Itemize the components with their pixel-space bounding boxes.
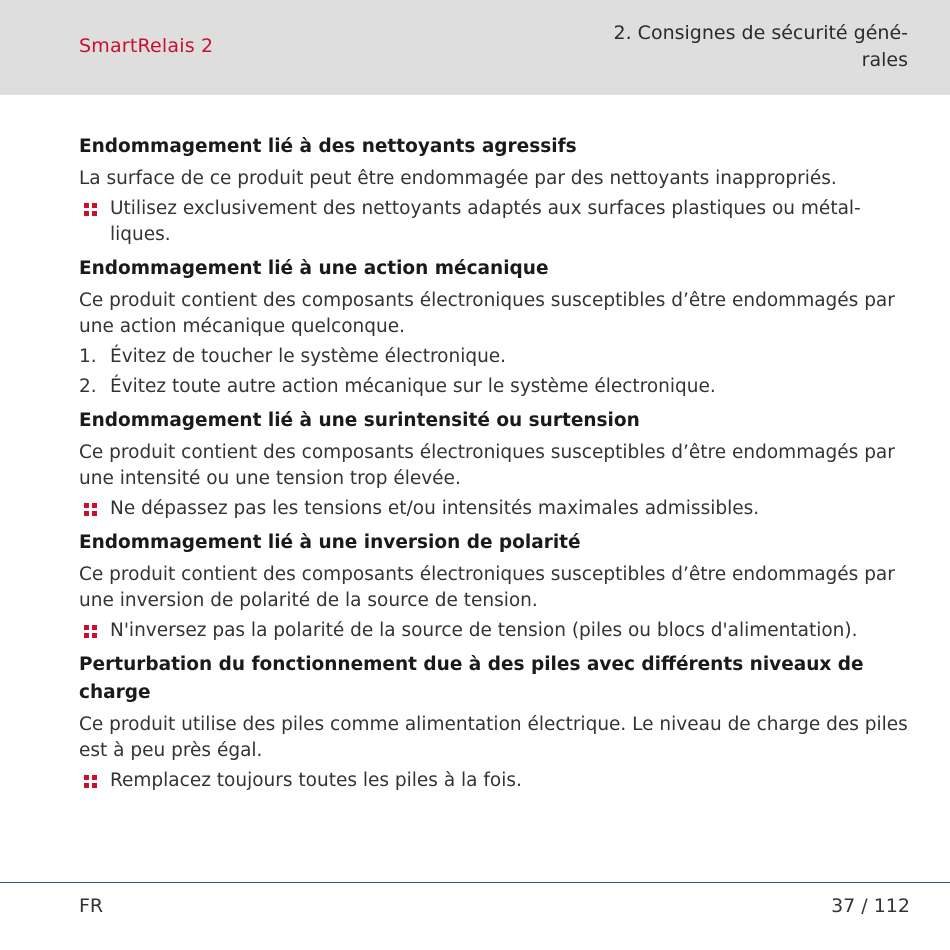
section-text-line: Ce produit contient des composants électroniques susceptibles d’être endommagés par xyxy=(79,442,895,463)
section-text-line: La surface de ce produit peut être endommagée par des nettoyants inappropriés. xyxy=(79,168,837,189)
page-header xyxy=(0,0,950,95)
section-mechanical xyxy=(79,255,914,400)
footer-divider xyxy=(0,882,950,883)
section-text xyxy=(79,562,914,614)
section-text-line: une action mécanique quelconque. xyxy=(79,316,405,337)
instruction-text-line: liques. xyxy=(110,224,171,245)
instruction-text-line: Remplacez toujours toutes les piles à la fois. xyxy=(110,770,522,791)
page-content xyxy=(79,133,914,801)
warning-bullet-icon xyxy=(84,625,97,638)
section-heading: Perturbation du fonctionnement due à des piles avec différents niveaux de charge xyxy=(79,654,864,703)
instruction-text-line: Utilisez exclusivement des nettoyants adaptés aux surfaces plastiques ou métal- xyxy=(110,198,861,219)
section-heading: Endommagement lié à des nettoyants agressifs xyxy=(79,136,577,157)
section-text xyxy=(79,440,914,492)
section-heading: Endommagement lié à une surintensité ou surtension xyxy=(79,410,640,431)
footer-language: FR xyxy=(79,895,104,917)
section-overcurrent xyxy=(79,407,914,522)
page-number: 37 / 112 xyxy=(831,895,910,917)
section-text-line: est à peu près égal. xyxy=(79,740,263,761)
section-cleaners xyxy=(79,133,914,248)
section-text xyxy=(79,166,914,192)
section-title-line-2: rales xyxy=(861,49,908,71)
instruction-item xyxy=(79,196,914,248)
brand-name: SmartRelais 2 xyxy=(79,35,214,57)
section-heading: Endommagement lié à une action mécanique xyxy=(79,258,549,279)
item-text: Évitez toute autre action mécanique sur le système électronique. xyxy=(110,376,716,397)
instruction-text-line: Ne dépassez pas les tensions et/ou intensités maximales admissibles. xyxy=(110,498,760,519)
instruction-item xyxy=(79,496,914,522)
numbered-item xyxy=(79,344,914,370)
warning-bullet-icon xyxy=(84,503,97,516)
section-text-line: une inversion de polarité de la source de tension. xyxy=(79,590,538,611)
section-text-line: une intensité ou une tension trop élevée. xyxy=(79,468,461,489)
warning-bullet-icon xyxy=(84,775,97,788)
warning-bullet-icon xyxy=(84,203,97,216)
section-title-line-1: 2. Consignes de sécurité géné- xyxy=(613,22,908,44)
section-text xyxy=(79,288,914,340)
section-text-line: Ce produit utilise des piles comme alimentation électrique. Le niveau de charge des piles xyxy=(79,714,908,735)
section-text xyxy=(79,712,914,764)
section-heading: Endommagement lié à une inversion de polarité xyxy=(79,532,581,553)
section-polarity xyxy=(79,529,914,644)
section-batteries xyxy=(79,651,914,794)
instruction-item xyxy=(79,618,914,644)
section-text-line: Ce produit contient des composants électroniques susceptibles d’être endommagés par xyxy=(79,564,895,585)
section-text-line: Ce produit contient des composants électroniques susceptibles d’être endommagés par xyxy=(79,290,895,311)
item-text: Évitez de toucher le système électronique. xyxy=(110,346,507,367)
item-number: 1. xyxy=(79,346,97,367)
instruction-text-line: N'inversez pas la polarité de la source de tension (piles ou blocs d'alimentation). xyxy=(110,620,858,641)
instruction-item xyxy=(79,768,914,794)
section-title xyxy=(588,20,908,74)
item-number: 2. xyxy=(79,376,97,397)
numbered-item xyxy=(79,374,914,400)
